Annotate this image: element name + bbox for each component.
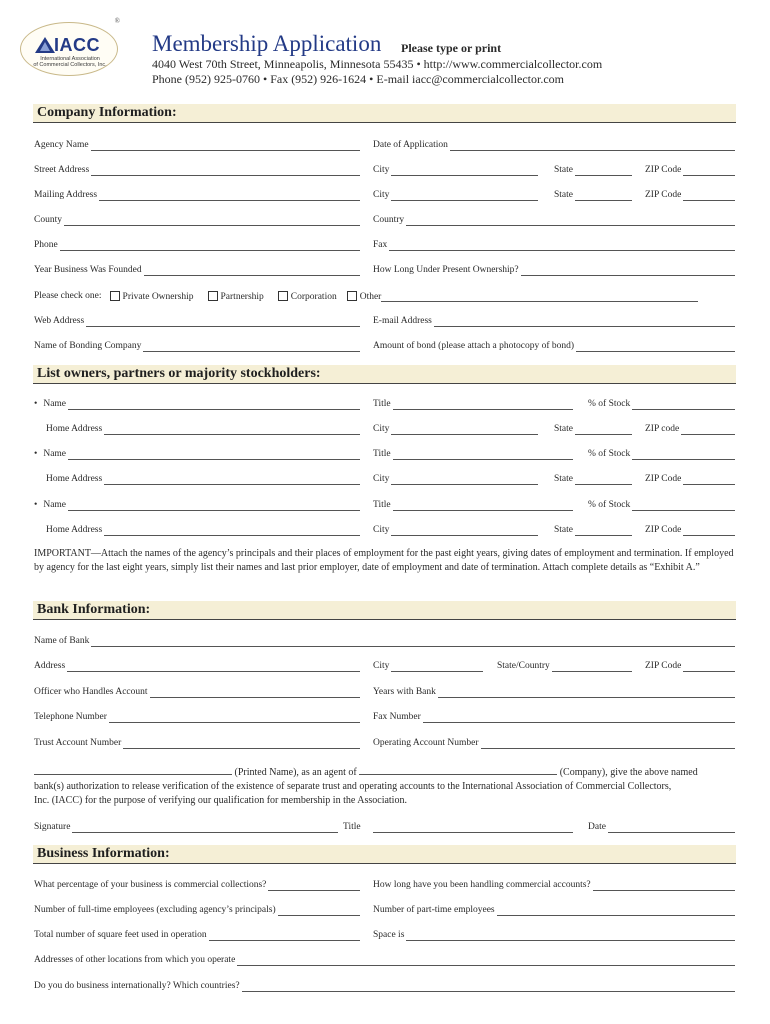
other-checkbox[interactable] bbox=[347, 291, 382, 302]
field-label: Signature bbox=[34, 822, 71, 832]
bullet: • bbox=[34, 500, 38, 510]
field-label: Addresses of other locations from which you operate bbox=[34, 955, 236, 965]
section-business-information bbox=[33, 845, 736, 864]
signature-date-field[interactable] bbox=[588, 819, 735, 833]
owner-name-field[interactable] bbox=[34, 396, 360, 410]
bank-name-field[interactable] bbox=[34, 633, 735, 647]
row-employees bbox=[34, 902, 736, 916]
page-title: Membership Application bbox=[152, 31, 382, 56]
account-officer-field[interactable] bbox=[34, 684, 360, 698]
owner-name-field[interactable] bbox=[34, 446, 360, 460]
row-square-feet bbox=[34, 927, 736, 941]
auth-line-3: Inc. (IACC) for the purpose of verifying our qualification for membership in the Association. bbox=[34, 795, 407, 806]
bank-city-field[interactable] bbox=[373, 658, 483, 672]
checkbox-icon bbox=[347, 291, 357, 301]
auth-line-2: bank(s) authorization to release verification of the existence of separate trust and operating accounts to the International Association of Commercial Collectors, bbox=[34, 781, 672, 792]
field-label: ZIP code bbox=[645, 424, 680, 434]
signature-field[interactable] bbox=[34, 819, 338, 833]
state-field[interactable] bbox=[554, 187, 632, 201]
owner-stock-field[interactable] bbox=[588, 497, 735, 511]
bank-zip-field[interactable] bbox=[645, 658, 735, 672]
state-field[interactable] bbox=[554, 471, 632, 485]
field-label: City bbox=[373, 165, 390, 175]
owner-stock-field[interactable] bbox=[588, 396, 735, 410]
auth-printed-name-label: (Printed Name), as an agent of bbox=[234, 767, 357, 778]
field-label: Fax Number bbox=[373, 712, 421, 722]
operating-account-field[interactable] bbox=[373, 735, 735, 749]
field-label: Name bbox=[43, 399, 67, 409]
bank-telephone-field[interactable] bbox=[34, 709, 360, 723]
check-one-label: Please check one: bbox=[34, 291, 102, 301]
owner-3-address-row bbox=[34, 522, 736, 536]
address-line: 4040 West 70th Street, Minneapolis, Minnesota 55435 • http://www.commercialcollector.com bbox=[152, 57, 603, 71]
field-label: Title bbox=[373, 449, 391, 459]
field-label: Date bbox=[588, 822, 606, 832]
home-address-field[interactable] bbox=[46, 471, 360, 485]
owner-title-field[interactable] bbox=[373, 497, 573, 511]
row-year-founded bbox=[34, 262, 736, 276]
years-with-bank-field[interactable] bbox=[373, 684, 735, 698]
row-bank-address bbox=[34, 658, 736, 672]
row-agency-name bbox=[34, 137, 736, 151]
field-label: Number of full-time employees (excluding agency’s principals) bbox=[34, 905, 276, 915]
commercial-duration-field[interactable] bbox=[373, 877, 735, 891]
row-web-address bbox=[34, 313, 736, 327]
bank-address-field[interactable] bbox=[34, 658, 360, 672]
row-county bbox=[34, 212, 736, 226]
section-company-information bbox=[33, 104, 736, 123]
state-field[interactable] bbox=[554, 522, 632, 536]
bullet: • bbox=[34, 399, 38, 409]
other-locations-field[interactable] bbox=[34, 952, 735, 966]
field-label: Total number of square feet used in operation bbox=[34, 930, 207, 940]
field-label: Name bbox=[43, 500, 67, 510]
logo-full-name-line1: International Association bbox=[40, 56, 100, 62]
field-label: Country bbox=[373, 215, 405, 225]
field-label: Operating Account Number bbox=[373, 738, 479, 748]
row-signature bbox=[34, 819, 736, 833]
logo-full-name-line2: of Commercial Collectors, Inc. bbox=[33, 62, 107, 68]
row-mailing-address bbox=[34, 187, 736, 201]
row-phone bbox=[34, 237, 736, 251]
corporation-checkbox[interactable] bbox=[278, 291, 337, 302]
field-label: Street Address bbox=[34, 165, 90, 175]
field-label: Amount of bond (please attach a photocopy of bond) bbox=[373, 341, 575, 351]
partnership-checkbox[interactable] bbox=[208, 291, 264, 302]
checkbox-icon bbox=[110, 291, 120, 301]
field-label: Title bbox=[373, 500, 391, 510]
zip-code-field[interactable] bbox=[645, 421, 735, 435]
auth-company-label: (Company), give the above named bbox=[559, 767, 698, 778]
other-specify-field[interactable] bbox=[381, 291, 698, 302]
owner-3-name-row bbox=[34, 497, 736, 511]
field-label: Address bbox=[34, 661, 66, 671]
owner-1-address-row bbox=[34, 421, 736, 435]
field-label: City bbox=[373, 424, 390, 434]
field-label: City bbox=[373, 474, 390, 484]
field-label: City bbox=[373, 525, 390, 535]
field-label: ZIP Code bbox=[645, 474, 682, 484]
row-bank-accounts bbox=[34, 735, 736, 749]
state-field[interactable] bbox=[554, 162, 632, 176]
zip-code-field[interactable] bbox=[645, 522, 735, 536]
city-field[interactable] bbox=[373, 522, 538, 536]
field-label: Mailing Address bbox=[34, 190, 98, 200]
print-note: Please type or print bbox=[401, 41, 502, 55]
bank-authorization bbox=[34, 765, 736, 808]
ownership-duration-field[interactable] bbox=[373, 262, 735, 276]
field-label: State bbox=[554, 190, 573, 200]
field-label: State bbox=[554, 424, 573, 434]
registered-mark: ® bbox=[114, 17, 120, 25]
bonding-company-field[interactable] bbox=[34, 338, 360, 352]
agency-name-field[interactable] bbox=[34, 137, 360, 151]
option-label: Partnership bbox=[220, 292, 264, 302]
fax-field[interactable] bbox=[373, 237, 735, 251]
bullet: • bbox=[34, 449, 38, 459]
bank-state-country-field[interactable] bbox=[497, 658, 632, 672]
owner-title-field[interactable] bbox=[373, 446, 573, 460]
home-address-field[interactable] bbox=[46, 421, 360, 435]
option-label: Private Ownership bbox=[122, 292, 194, 302]
row-ownership-type bbox=[34, 288, 736, 302]
field-label: Fax bbox=[373, 240, 388, 250]
field-label: City bbox=[373, 190, 390, 200]
printed-name-field[interactable] bbox=[34, 765, 232, 775]
private-ownership-checkbox[interactable] bbox=[110, 291, 194, 302]
phone-field[interactable] bbox=[34, 237, 360, 251]
owner-title-field[interactable] bbox=[373, 396, 573, 410]
signature-title-field[interactable] bbox=[343, 819, 573, 833]
state-field[interactable] bbox=[554, 421, 632, 435]
field-label: Agency Name bbox=[34, 140, 89, 150]
owner-2-name-row bbox=[34, 446, 736, 460]
field-label: Do you do business internationally? Which countries? bbox=[34, 981, 240, 991]
field-label: Home Address bbox=[46, 525, 103, 535]
square-feet-field[interactable] bbox=[34, 927, 360, 941]
field-label: State/Country bbox=[497, 661, 550, 671]
field-label: Name bbox=[43, 449, 67, 459]
international-countries-field[interactable] bbox=[34, 978, 735, 992]
row-bank-telephone bbox=[34, 709, 736, 723]
field-label: Telephone Number bbox=[34, 712, 107, 722]
owner-1-name-row bbox=[34, 396, 736, 410]
field-label: % of Stock bbox=[588, 399, 631, 409]
owner-stock-field[interactable] bbox=[588, 446, 735, 460]
email-address-field[interactable] bbox=[373, 313, 735, 327]
field-label: Title bbox=[373, 399, 391, 409]
section-owners bbox=[33, 365, 736, 384]
section-heading: Bank Information: bbox=[37, 602, 151, 617]
field-label: % of Stock bbox=[588, 500, 631, 510]
field-label: Home Address bbox=[46, 424, 103, 434]
field-label: Name of Bank bbox=[34, 636, 90, 646]
field-label: ZIP Code bbox=[645, 525, 682, 535]
iacc-logo bbox=[20, 17, 120, 76]
full-time-employees-field[interactable] bbox=[34, 902, 360, 916]
field-label: How Long Under Present Ownership? bbox=[373, 265, 519, 275]
web-address-field[interactable] bbox=[34, 313, 360, 327]
row-street-address bbox=[34, 162, 736, 176]
owner-name-field[interactable] bbox=[34, 497, 360, 511]
zip-code-field[interactable] bbox=[645, 187, 735, 201]
zip-code-field[interactable] bbox=[645, 162, 735, 176]
field-label: Number of part-time employees bbox=[373, 905, 495, 915]
city-field[interactable] bbox=[373, 471, 538, 485]
row-bonding bbox=[34, 338, 736, 352]
field-label: ZIP Code bbox=[645, 165, 682, 175]
field-label: % of Stock bbox=[588, 449, 631, 459]
date-of-application-field[interactable] bbox=[373, 137, 735, 151]
city-field[interactable] bbox=[373, 421, 538, 435]
field-label: State bbox=[554, 474, 573, 484]
county-field[interactable] bbox=[34, 212, 360, 226]
row-bank-officer bbox=[34, 684, 736, 698]
contact-line: Phone (952) 925-0760 • Fax (952) 926-1624 • E-mail iacc@commercialcollector.com bbox=[152, 72, 565, 86]
street-address-field[interactable] bbox=[34, 162, 360, 176]
field-label: Officer who Handles Account bbox=[34, 687, 148, 697]
field-label: Year Business Was Founded bbox=[34, 265, 142, 275]
checkbox-icon bbox=[278, 291, 288, 301]
field-label: Date of Application bbox=[373, 140, 448, 150]
commercial-percentage-field[interactable] bbox=[34, 877, 360, 891]
field-label: Phone bbox=[34, 240, 58, 250]
field-label: Space is bbox=[373, 930, 405, 940]
important-note: IMPORTANT—Attach the names of the agency’s principals and their places of employment for the past eight years, giving dates of employment and termination. If employed by agency for the last eight years, simply list their names and last prior employer, date of employment and date of termination. Attach complete details as “Exhibit A.” bbox=[34, 548, 734, 573]
field-label: Name of Bonding Company bbox=[34, 341, 142, 351]
logo-abbr: IACC bbox=[54, 35, 100, 55]
field-label: County bbox=[34, 215, 62, 225]
space-is-field[interactable] bbox=[373, 927, 735, 941]
section-heading: List owners, partners or majority stockholders: bbox=[37, 366, 321, 381]
option-label: Corporation bbox=[290, 292, 337, 302]
owner-2-address-row bbox=[34, 471, 736, 485]
field-label: How long have you been handling commercial accounts? bbox=[373, 880, 591, 890]
option-label: Other bbox=[359, 292, 382, 302]
zip-code-field[interactable] bbox=[645, 471, 735, 485]
field-label: Years with Bank bbox=[373, 687, 436, 697]
row-international bbox=[34, 978, 736, 992]
checkbox-icon bbox=[208, 291, 218, 301]
city-field[interactable] bbox=[373, 187, 538, 201]
city-field[interactable] bbox=[373, 162, 538, 176]
bond-amount-field[interactable] bbox=[373, 338, 735, 352]
row-bank-name bbox=[34, 633, 736, 647]
field-label: ZIP Code bbox=[645, 661, 682, 671]
home-address-field[interactable] bbox=[46, 522, 360, 536]
company-name-field[interactable] bbox=[359, 765, 557, 775]
field-label: State bbox=[554, 165, 573, 175]
field-label: Trust Account Number bbox=[34, 738, 122, 748]
trust-account-field[interactable] bbox=[34, 735, 360, 749]
section-heading: Business Information: bbox=[37, 846, 170, 861]
field-label: What percentage of your business is commercial collections? bbox=[34, 880, 267, 890]
ownership-type-group bbox=[34, 288, 698, 302]
field-label: City bbox=[373, 661, 390, 671]
mailing-address-field[interactable] bbox=[34, 187, 360, 201]
section-heading: Company Information: bbox=[37, 105, 177, 120]
row-commercial-pct bbox=[34, 877, 736, 891]
country-field[interactable] bbox=[373, 212, 735, 226]
field-label: E-mail Address bbox=[373, 316, 432, 326]
bank-fax-field[interactable] bbox=[373, 709, 735, 723]
field-label: State bbox=[554, 525, 573, 535]
field-label: Home Address bbox=[46, 474, 103, 484]
field-label: ZIP Code bbox=[645, 190, 682, 200]
year-founded-field[interactable] bbox=[34, 262, 360, 276]
part-time-employees-field[interactable] bbox=[373, 902, 735, 916]
field-label: Web Address bbox=[34, 316, 85, 326]
section-bank-information bbox=[33, 601, 736, 620]
field-label: Title bbox=[343, 822, 361, 832]
row-other-locations bbox=[34, 952, 736, 966]
triangle-logo-icon bbox=[35, 37, 55, 53]
